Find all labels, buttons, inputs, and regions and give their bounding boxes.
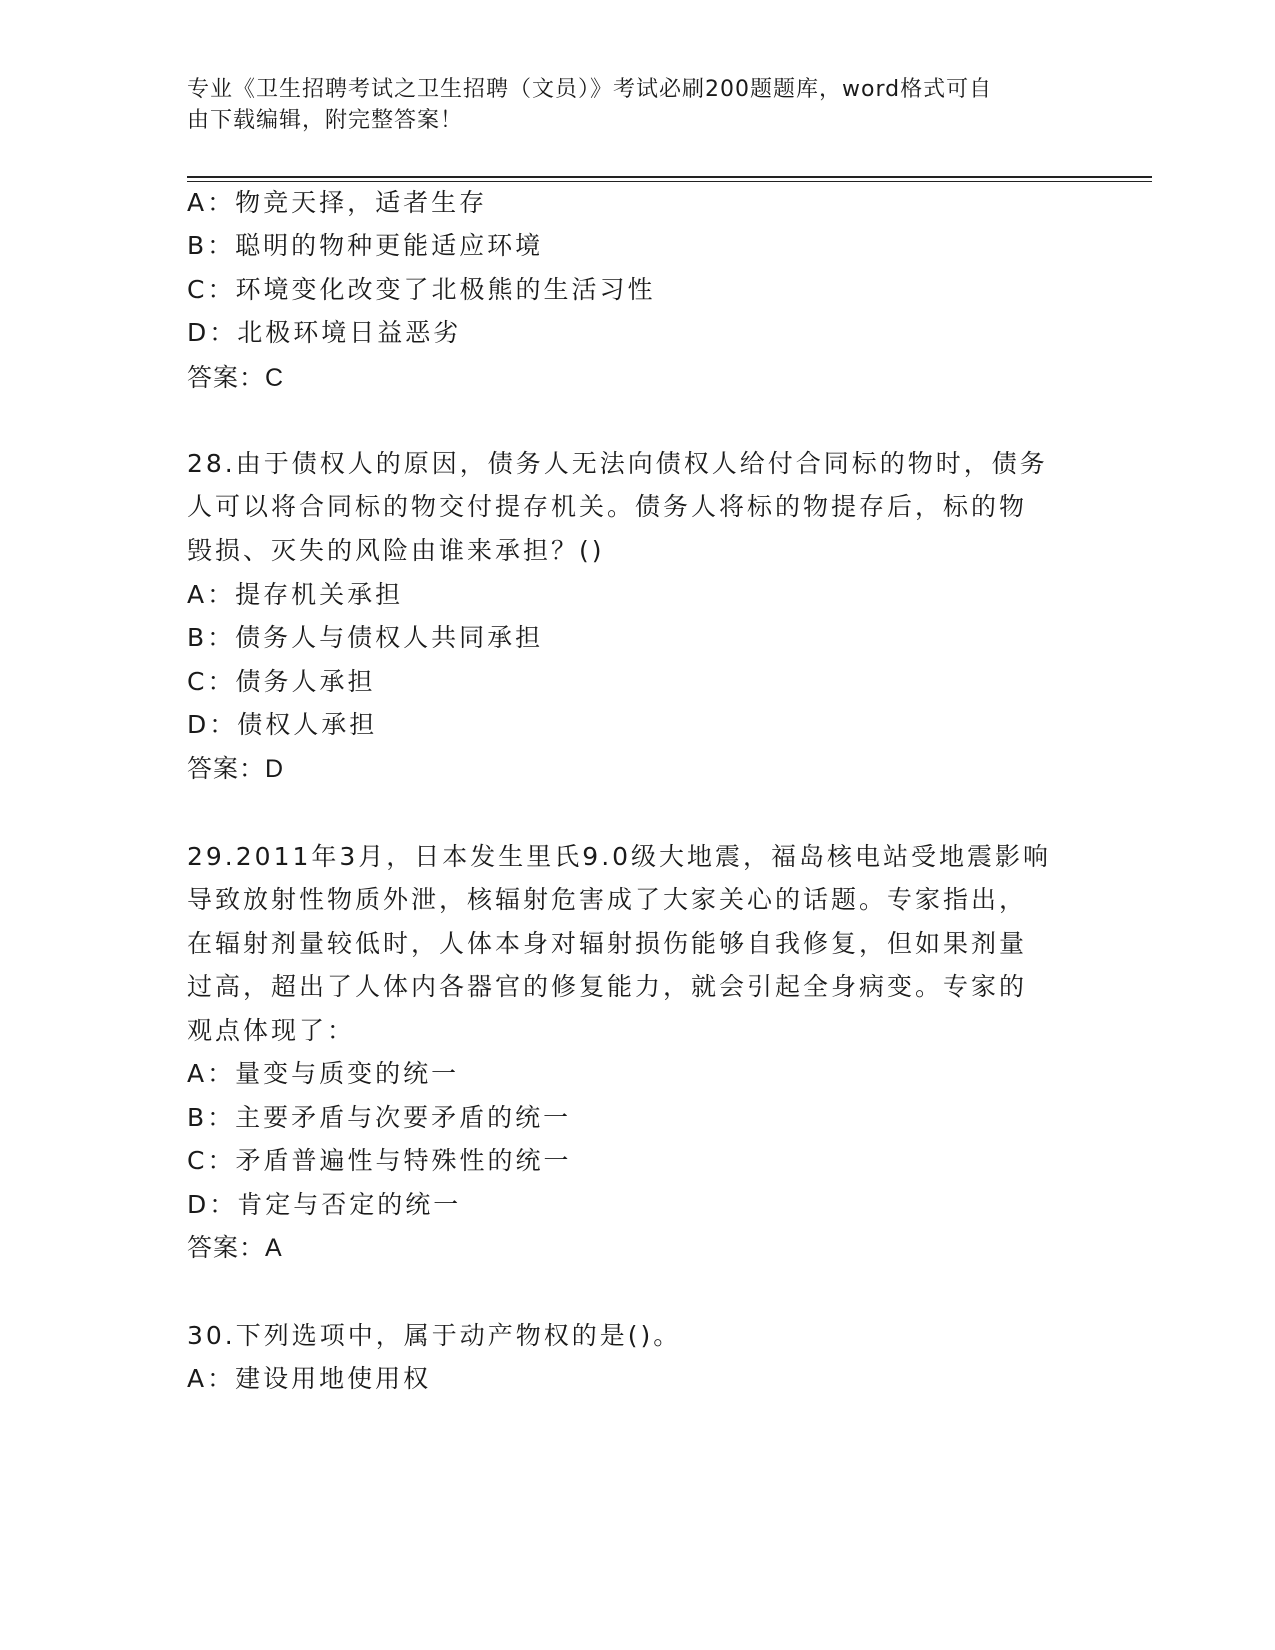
q27-option-b: B：聪明的物种更能适应环境: [187, 231, 544, 260]
header-divider: [187, 176, 1152, 182]
header-note-line-1: 专业《卫生招聘考试之卫生招聘（文员）》考试必刷200题题库，word格式可自: [187, 77, 993, 102]
q30-option-a: A：建设用地使用权: [187, 1364, 432, 1393]
q28-stem-line-2: 人可以将合同标的物交付提存机关。债务人将标的物提存后，标的物: [187, 492, 1028, 521]
q28-stem-line-3: 毁损、灭失的风险由谁来承担？(): [187, 536, 605, 565]
q28-stem-line-1: 28.由于债权人的原因，债务人无法向债权人给付合同标的物时，债务: [187, 449, 1048, 478]
q29-stem-line-4: 过高，超出了人体内各器官的修复能力，就会引起全身病变。专家的: [187, 972, 1028, 1001]
header-note-line-2: 由下载编辑，附完整答案！: [187, 108, 464, 133]
q28-option-c: C：债务人承担: [187, 667, 376, 696]
q29-option-b: B：主要矛盾与次要矛盾的统一: [187, 1103, 572, 1132]
q29-option-d: D：肯定与否定的统一: [187, 1190, 462, 1219]
q29-stem-line-1: 29.2011年3月，日本发生里氏9.0级大地震，福岛核电站受地震影响: [187, 842, 1052, 871]
q29-option-a: A：量变与质变的统一: [187, 1059, 460, 1088]
q28-option-a: A：提存机关承担: [187, 580, 404, 609]
q29-stem-line-2: 导致放射性物质外泄，核辐射危害成了大家关心的话题。专家指出，: [187, 885, 1028, 914]
header-note: [187, 74, 1087, 136]
q27-option-c: C：环境变化改变了北极熊的生活习性: [187, 275, 656, 304]
q27-option-a: A：物竞天择，适者生存: [187, 188, 488, 217]
q29-option-c: C：矛盾普遍性与特殊性的统一: [187, 1146, 572, 1175]
q29-answer: 答案：A: [187, 1234, 283, 1262]
q29-stem-line-3: 在辐射剂量较低时，人体本身对辐射损伤能够自我修复，但如果剂量: [187, 929, 1028, 958]
q29-stem-line-5: 观点体现了：: [187, 1016, 356, 1045]
q30-stem-line-1: 30.下列选项中，属于动产物权的是()。: [187, 1321, 682, 1350]
q28-answer: 答案：D: [187, 755, 285, 783]
q28-option-d: D：债权人承担: [187, 710, 378, 739]
q27-option-d: D：北极环境日益恶劣: [187, 318, 462, 347]
q27-answer: 答案：C: [187, 364, 285, 392]
q28-option-b: B：债务人与债权人共同承担: [187, 623, 544, 652]
